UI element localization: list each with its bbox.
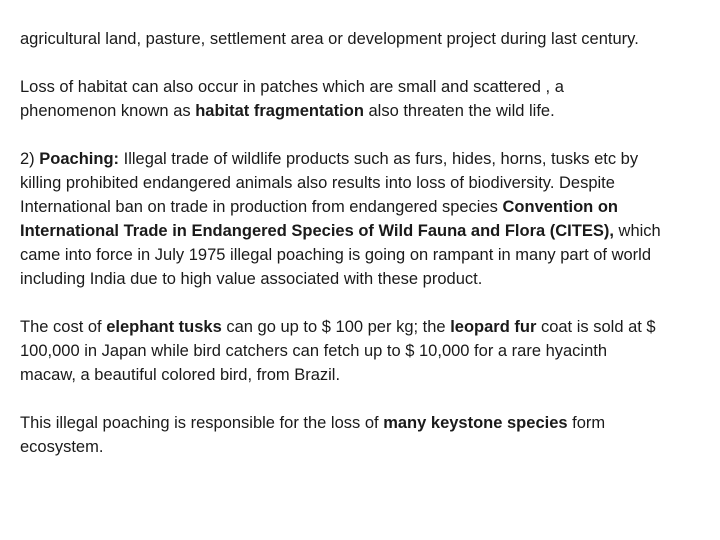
- text-run: also threaten the wild life.: [363, 102, 555, 120]
- paragraph-habitat-loss-continued: [20, 27, 720, 51]
- paragraph-keystone-species: [20, 411, 720, 459]
- bold-term-habitat-fragmentation: habitat fragmentation: [195, 102, 364, 120]
- text-run: This illegal poaching is responsible for the loss of: [20, 414, 384, 432]
- text-run: including India due to high value associated with these product.: [20, 270, 483, 288]
- slide-body: [20, 27, 720, 483]
- text-run: agricultural land, pasture, settlement area or development project during last century.: [20, 30, 639, 48]
- bold-term-cites: International Trade in Endangered Species of Wild Fauna and Flora (CITES),: [20, 222, 614, 240]
- text-run: The cost of: [20, 318, 107, 336]
- text-run: killing prohibited endangered animals also results into loss of biodiversity. Despite: [20, 174, 615, 192]
- text-run: Loss of habitat can also occur in patches which are small and scattered , a: [20, 78, 564, 96]
- text-run: 2): [20, 150, 40, 168]
- text-line: [20, 147, 720, 171]
- bold-term-leopard-fur: leopard fur: [450, 318, 537, 336]
- paragraph-habitat-fragmentation: [20, 75, 720, 123]
- text-run: macaw, a beautiful colored bird, from Brazil.: [20, 366, 341, 384]
- text-run: came into force in July 1975 illegal poaching is going on rampant in many part of world: [20, 246, 652, 264]
- paragraph-trade-costs: [20, 315, 720, 387]
- bold-term-keystone-species: many keystone species: [383, 414, 568, 432]
- text-line: [20, 435, 720, 459]
- text-line: [20, 75, 720, 99]
- text-run: 100,000 in Japan while bird catchers can fetch up to $ 10,000 for a rare hyacinth: [20, 342, 608, 360]
- text-line: [20, 267, 720, 291]
- text-line: [20, 99, 720, 123]
- text-line: [20, 315, 720, 339]
- text-run: phenomenon known as: [20, 102, 196, 120]
- text-run: can go up to $ 100 per kg; the: [221, 318, 451, 336]
- text-run: Illegal trade of wildlife products such as furs, hides, horns, tusks etc by: [119, 150, 639, 168]
- text-run: ecosystem.: [20, 438, 104, 456]
- text-line: [20, 411, 720, 435]
- text-line: [20, 363, 720, 387]
- paragraph-poaching: [20, 147, 720, 291]
- text-run: which: [613, 222, 661, 240]
- text-run: International ban on trade in production from endangered species: [20, 198, 503, 216]
- text-line: [20, 195, 720, 219]
- text-line: [20, 171, 720, 195]
- text-line: [20, 339, 720, 363]
- bold-term-convention: Convention on: [502, 198, 618, 216]
- bold-term-poaching: Poaching:: [39, 150, 120, 168]
- text-run: form: [567, 414, 606, 432]
- text-line: [20, 219, 720, 243]
- text-run: coat is sold at $: [536, 318, 656, 336]
- text-line: [20, 27, 720, 51]
- bold-term-elephant-tusks: elephant tusks: [106, 318, 222, 336]
- text-line: [20, 243, 720, 267]
